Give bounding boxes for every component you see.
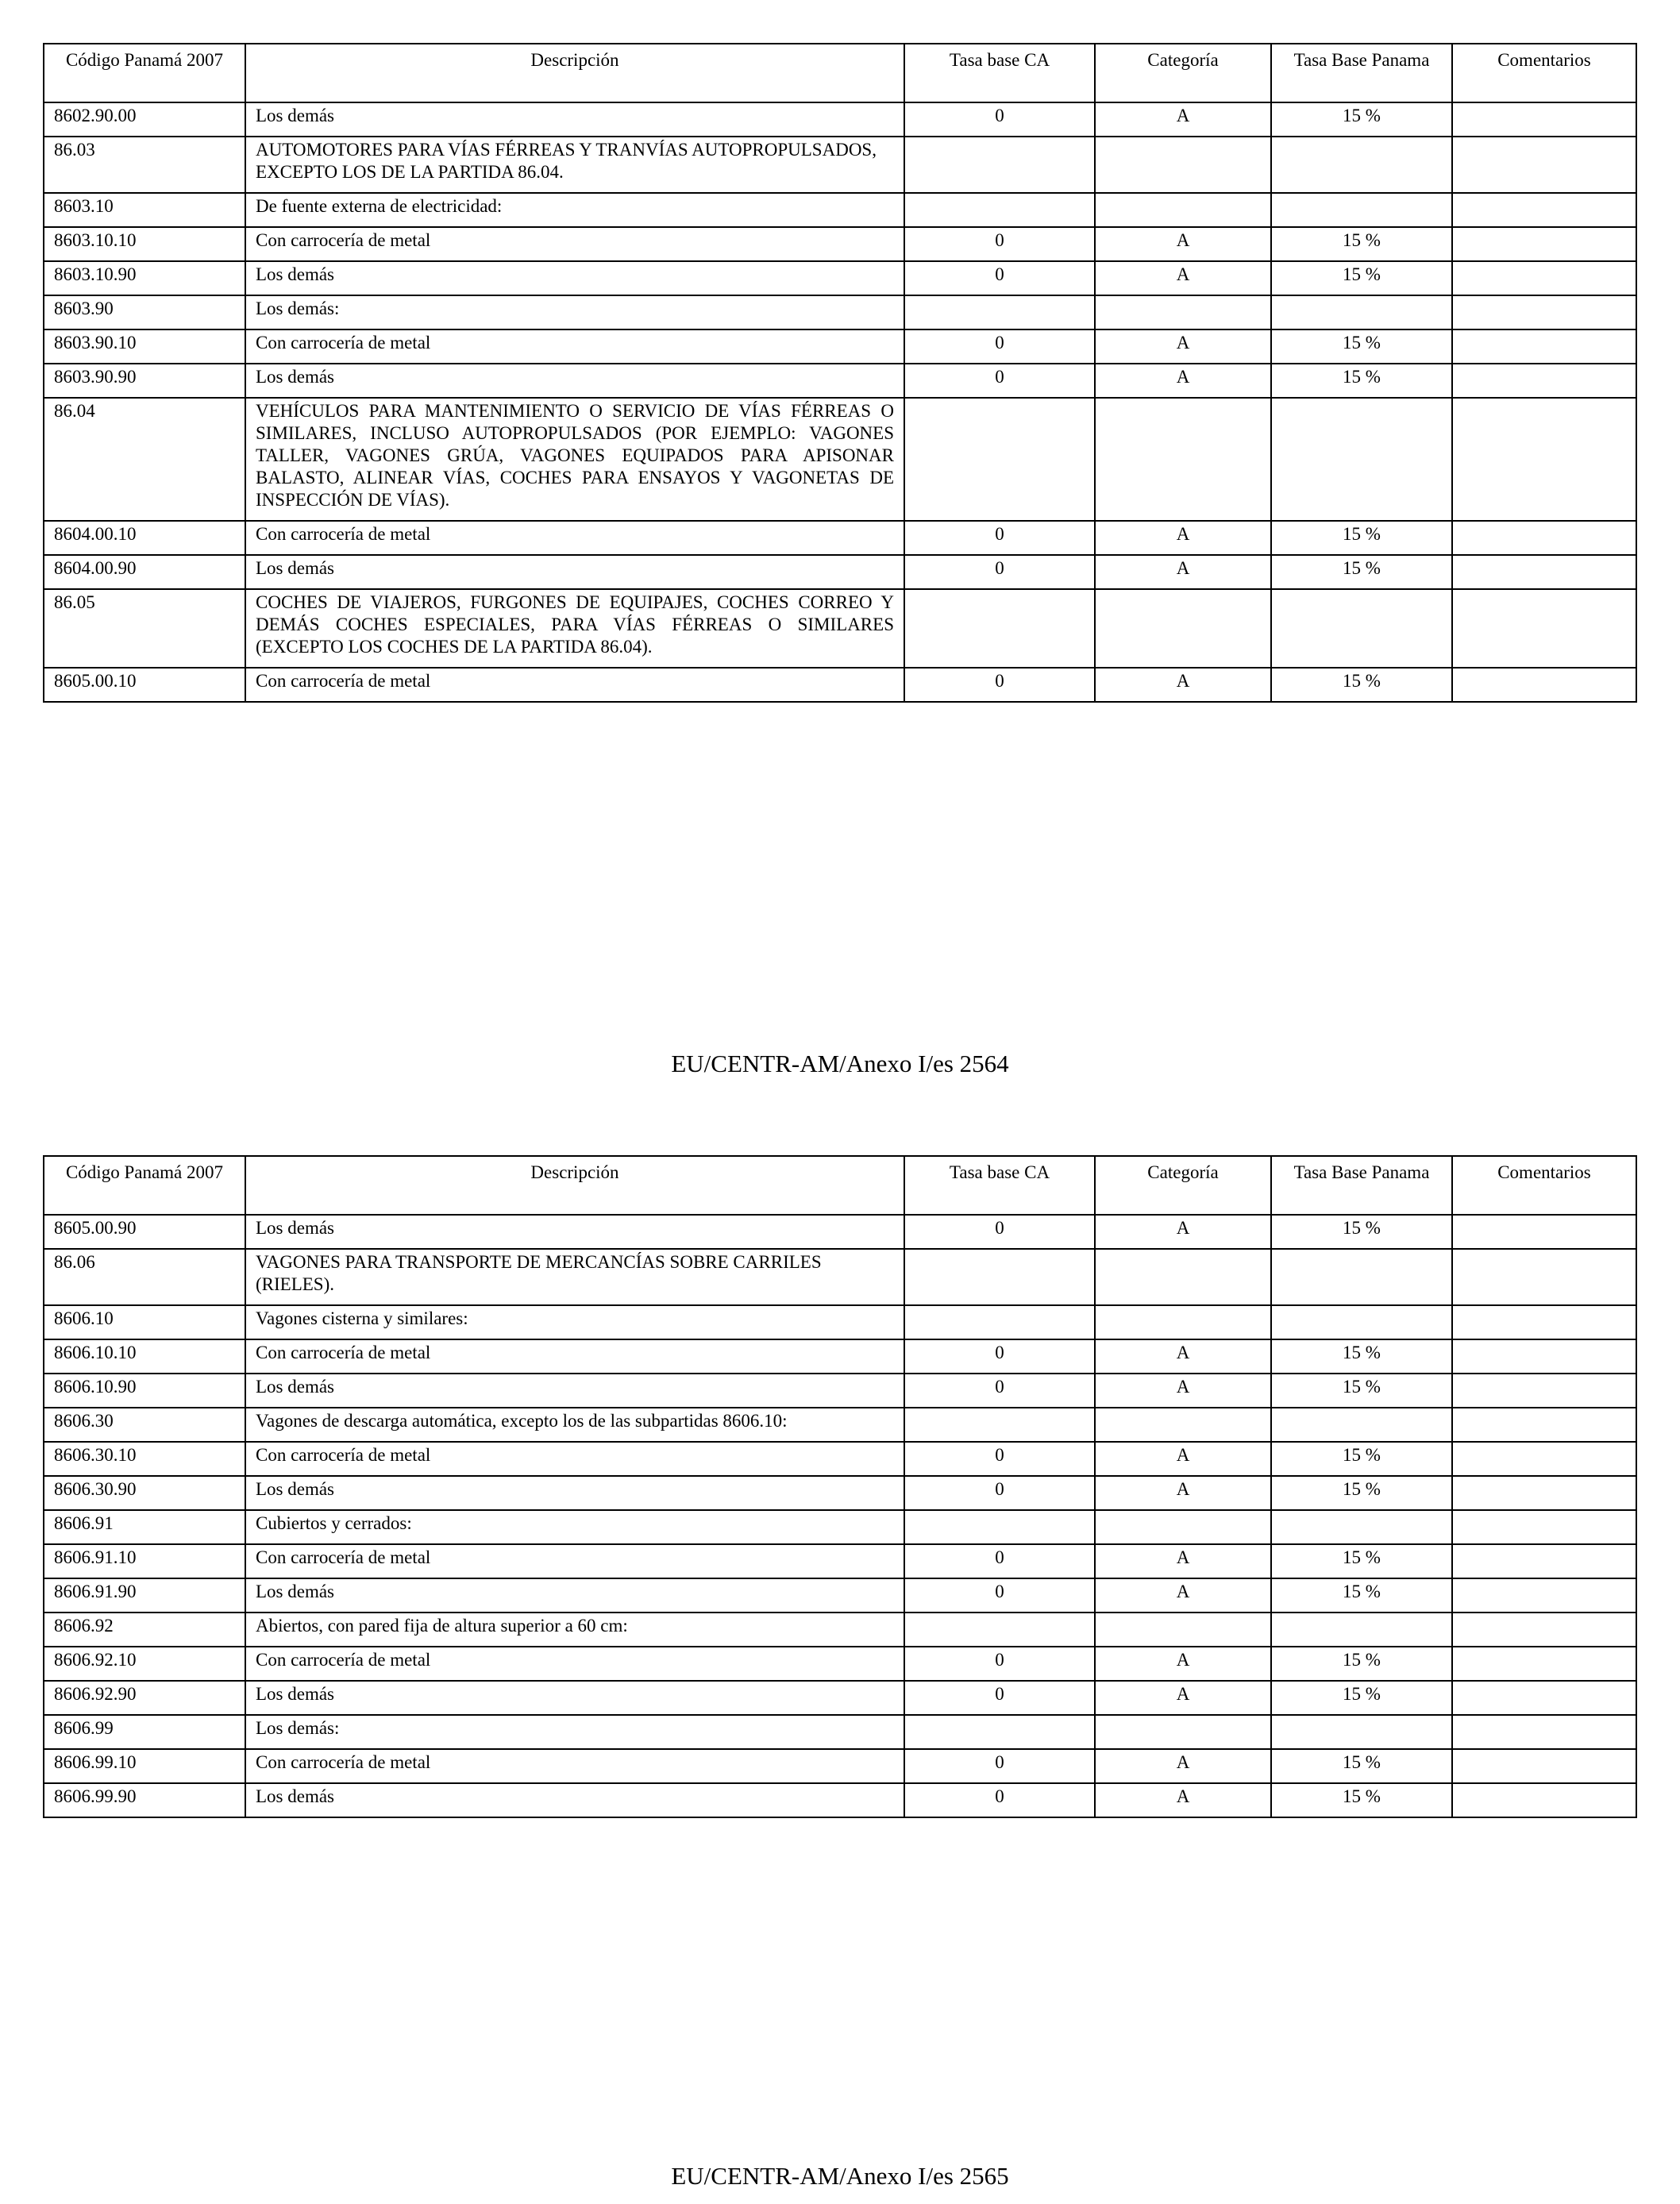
cell-category: A: [1095, 1578, 1271, 1613]
table-row: [44, 668, 1636, 702]
cell-comments: [1452, 1339, 1636, 1374]
cell-description: Los demás: [245, 555, 904, 589]
cell-description: Vagones de descarga automática, excepto los de las subpartidas 8606.10:: [245, 1408, 904, 1442]
cell-rate-ca: [904, 1408, 1095, 1442]
cell-rate-panama: [1271, 1408, 1452, 1442]
table-row: [44, 1215, 1636, 1249]
table-row: [44, 137, 1636, 193]
cell-description: AUTOMOTORES PARA VÍAS FÉRREAS Y TRANVÍAS AUTOPROPULSADOS, EXCEPTO LOS DE LA PARTIDA 86.04.: [245, 137, 904, 193]
table-row: [44, 1613, 1636, 1647]
cell-comments: [1452, 1305, 1636, 1339]
cell-comments: [1452, 1613, 1636, 1647]
cell-description: Los demás: [245, 1215, 904, 1249]
table-row: [44, 193, 1636, 227]
cell-rate-panama: [1271, 398, 1452, 521]
cell-category: [1095, 295, 1271, 329]
cell-category: [1095, 1249, 1271, 1305]
cell-description: Con carrocería de metal: [245, 1544, 904, 1578]
table-row: [44, 329, 1636, 364]
cell-comments: [1452, 521, 1636, 555]
table-row: [44, 555, 1636, 589]
cell-rate-ca: 0: [904, 1749, 1095, 1783]
cell-description: Con carrocería de metal: [245, 668, 904, 702]
cell-rate-panama: [1271, 1249, 1452, 1305]
cell-comments: [1452, 227, 1636, 261]
cell-code: 8603.10.90: [44, 261, 245, 295]
cell-rate-ca: [904, 398, 1095, 521]
cell-description: Los demás: [245, 364, 904, 398]
cell-description: COCHES DE VIAJEROS, FURGONES DE EQUIPAJES, COCHES CORREO Y DEMÁS COCHES ESPECIALES, PARA VÍAS FÉRREAS O SIMILARES (EXCEPTO LOS COCHES DE LA PARTIDA 86.04).: [245, 589, 904, 668]
cell-rate-ca: 0: [904, 1578, 1095, 1613]
cell-category: [1095, 398, 1271, 521]
cell-category: A: [1095, 329, 1271, 364]
cell-category: A: [1095, 1442, 1271, 1476]
cell-category: [1095, 1613, 1271, 1647]
cell-comments: [1452, 668, 1636, 702]
cell-description: Los demás:: [245, 1715, 904, 1749]
cell-rate-ca: 0: [904, 261, 1095, 295]
table-row: [44, 1749, 1636, 1783]
cell-comments: [1452, 1544, 1636, 1578]
cell-description: Los demás: [245, 1578, 904, 1613]
cell-comments: [1452, 1408, 1636, 1442]
table-row: [44, 1715, 1636, 1749]
cell-rate-ca: 0: [904, 1374, 1095, 1408]
cell-comments: [1452, 1681, 1636, 1715]
cell-rate-ca: 0: [904, 1215, 1095, 1249]
cell-code: 8606.30.90: [44, 1476, 245, 1510]
cell-rate-panama: 15 %: [1271, 1442, 1452, 1476]
cell-rate-panama: 15 %: [1271, 1783, 1452, 1817]
cell-code: 8605.00.10: [44, 668, 245, 702]
cell-category: [1095, 137, 1271, 193]
cell-description: Con carrocería de metal: [245, 227, 904, 261]
cell-category: A: [1095, 668, 1271, 702]
cell-rate-ca: [904, 1305, 1095, 1339]
cell-rate-panama: 15 %: [1271, 1578, 1452, 1613]
cell-code: 8604.00.90: [44, 555, 245, 589]
cell-comments: [1452, 1647, 1636, 1681]
cell-rate-ca: [904, 295, 1095, 329]
table-row: [44, 1249, 1636, 1305]
cell-code: 8606.10.10: [44, 1339, 245, 1374]
table-body: [44, 102, 1636, 702]
table-header: [44, 44, 1636, 102]
cell-code: 8606.92.10: [44, 1647, 245, 1681]
cell-category: [1095, 193, 1271, 227]
table-row: [44, 1442, 1636, 1476]
cell-rate-ca: 0: [904, 555, 1095, 589]
cell-rate-panama: 15 %: [1271, 555, 1452, 589]
cell-description: Los demás: [245, 1783, 904, 1817]
cell-category: A: [1095, 227, 1271, 261]
cell-code: 8606.10.90: [44, 1374, 245, 1408]
cell-code: 8606.92.90: [44, 1681, 245, 1715]
cell-rate-ca: [904, 1510, 1095, 1544]
cell-rate-panama: 15 %: [1271, 1749, 1452, 1783]
cell-rate-ca: 0: [904, 1442, 1095, 1476]
cell-comments: [1452, 193, 1636, 227]
cell-code: 8606.10: [44, 1305, 245, 1339]
cell-code: 8603.90: [44, 295, 245, 329]
cell-rate-ca: 0: [904, 1544, 1095, 1578]
cell-category: [1095, 1408, 1271, 1442]
cell-description: Abiertos, con pared fija de altura superior a 60 cm:: [245, 1613, 904, 1647]
cell-rate-panama: 15 %: [1271, 227, 1452, 261]
cell-rate-ca: 0: [904, 364, 1095, 398]
cell-rate-panama: [1271, 589, 1452, 668]
cell-code: 8603.90.10: [44, 329, 245, 364]
cell-code: 86.05: [44, 589, 245, 668]
cell-comments: [1452, 1476, 1636, 1510]
cell-rate-panama: 15 %: [1271, 668, 1452, 702]
cell-description: Con carrocería de metal: [245, 1647, 904, 1681]
cell-category: [1095, 589, 1271, 668]
cell-rate-panama: 15 %: [1271, 102, 1452, 137]
cell-category: A: [1095, 1544, 1271, 1578]
table-row: [44, 1510, 1636, 1544]
cell-comments: [1452, 102, 1636, 137]
cell-description: Con carrocería de metal: [245, 1339, 904, 1374]
cell-code: 8606.91: [44, 1510, 245, 1544]
cell-comments: [1452, 295, 1636, 329]
header-category: Categoría: [1095, 44, 1271, 102]
cell-comments: [1452, 1249, 1636, 1305]
cell-category: A: [1095, 1681, 1271, 1715]
cell-rate-panama: [1271, 295, 1452, 329]
cell-rate-ca: [904, 193, 1095, 227]
cell-rate-panama: 15 %: [1271, 1476, 1452, 1510]
cell-description: Con carrocería de metal: [245, 521, 904, 555]
table-row: [44, 1544, 1636, 1578]
cell-code: 8606.91.90: [44, 1578, 245, 1613]
table-row: [44, 398, 1636, 521]
cell-comments: [1452, 1374, 1636, 1408]
cell-category: A: [1095, 102, 1271, 137]
cell-rate-ca: [904, 1249, 1095, 1305]
header-row: [44, 44, 1636, 102]
cell-description: Los demás: [245, 102, 904, 137]
table-body: [44, 1215, 1636, 1817]
cell-category: [1095, 1715, 1271, 1749]
table-row: [44, 521, 1636, 555]
header-comments: Comentarios: [1452, 1156, 1636, 1215]
cell-rate-panama: [1271, 1305, 1452, 1339]
cell-rate-panama: 15 %: [1271, 261, 1452, 295]
table-header: [44, 1156, 1636, 1215]
cell-comments: [1452, 329, 1636, 364]
cell-category: A: [1095, 1783, 1271, 1817]
cell-category: A: [1095, 364, 1271, 398]
header-code: Código Panamá 2007: [44, 44, 245, 102]
cell-rate-ca: [904, 589, 1095, 668]
cell-rate-ca: 0: [904, 1647, 1095, 1681]
cell-rate-panama: 15 %: [1271, 1374, 1452, 1408]
table-row: [44, 1408, 1636, 1442]
cell-code: 8603.10: [44, 193, 245, 227]
cell-description: Con carrocería de metal: [245, 1442, 904, 1476]
cell-code: 8602.90.00: [44, 102, 245, 137]
table-row: [44, 1578, 1636, 1613]
cell-rate-panama: [1271, 137, 1452, 193]
cell-code: 8606.30.10: [44, 1442, 245, 1476]
cell-rate-ca: 0: [904, 329, 1095, 364]
cell-description: Los demás: [245, 1476, 904, 1510]
cell-code: 8604.00.10: [44, 521, 245, 555]
table-row: [44, 1681, 1636, 1715]
cell-comments: [1452, 1510, 1636, 1544]
cell-comments: [1452, 1715, 1636, 1749]
cell-category: A: [1095, 1749, 1271, 1783]
cell-rate-panama: 15 %: [1271, 521, 1452, 555]
tariff-table-page-2565: [43, 1155, 1637, 1818]
cell-comments: [1452, 555, 1636, 589]
cell-category: [1095, 1510, 1271, 1544]
table-row: [44, 261, 1636, 295]
tariff-table-page-2564: [43, 43, 1637, 703]
cell-rate-ca: 0: [904, 1681, 1095, 1715]
cell-rate-panama: 15 %: [1271, 1681, 1452, 1715]
table-row: [44, 227, 1636, 261]
cell-code: 8606.99: [44, 1715, 245, 1749]
cell-comments: [1452, 1215, 1636, 1249]
cell-code: 8606.99.10: [44, 1749, 245, 1783]
cell-rate-ca: 0: [904, 521, 1095, 555]
page-footer-reference: EU/CENTR-AM/Anexo I/es 2565: [671, 2162, 1009, 2190]
cell-category: [1095, 1305, 1271, 1339]
cell-category: A: [1095, 261, 1271, 295]
cell-description: Los demás: [245, 1681, 904, 1715]
cell-rate-panama: 15 %: [1271, 1544, 1452, 1578]
table-row: [44, 1339, 1636, 1374]
cell-code: 86.06: [44, 1249, 245, 1305]
cell-rate-panama: 15 %: [1271, 329, 1452, 364]
cell-rate-panama: [1271, 193, 1452, 227]
cell-code: 86.03: [44, 137, 245, 193]
header-description: Descripción: [245, 44, 904, 102]
cell-category: A: [1095, 1647, 1271, 1681]
table-row: [44, 364, 1636, 398]
table-row: [44, 295, 1636, 329]
cell-rate-panama: 15 %: [1271, 364, 1452, 398]
cell-description: Los demás: [245, 1374, 904, 1408]
table-row: [44, 1647, 1636, 1681]
cell-rate-ca: 0: [904, 102, 1095, 137]
table-row: [44, 1374, 1636, 1408]
cell-comments: [1452, 137, 1636, 193]
cell-code: 8606.92: [44, 1613, 245, 1647]
header-code: Código Panamá 2007: [44, 1156, 245, 1215]
table-row: [44, 1476, 1636, 1510]
header-comments: Comentarios: [1452, 44, 1636, 102]
cell-category: A: [1095, 1339, 1271, 1374]
cell-description: VAGONES PARA TRANSPORTE DE MERCANCÍAS SOBRE CARRILES (RIELES).: [245, 1249, 904, 1305]
cell-code: 8606.91.10: [44, 1544, 245, 1578]
cell-rate-ca: 0: [904, 227, 1095, 261]
table-row: [44, 102, 1636, 137]
table-row: [44, 1783, 1636, 1817]
cell-category: A: [1095, 1476, 1271, 1510]
cell-description: Los demás:: [245, 295, 904, 329]
cell-comments: [1452, 589, 1636, 668]
cell-code: 86.04: [44, 398, 245, 521]
table-row: [44, 1305, 1636, 1339]
cell-comments: [1452, 1749, 1636, 1783]
cell-code: 8605.00.90: [44, 1215, 245, 1249]
cell-category: A: [1095, 1374, 1271, 1408]
cell-category: A: [1095, 521, 1271, 555]
cell-rate-panama: [1271, 1613, 1452, 1647]
cell-comments: [1452, 398, 1636, 521]
cell-comments: [1452, 364, 1636, 398]
cell-comments: [1452, 261, 1636, 295]
cell-description: VEHÍCULOS PARA MANTENIMIENTO O SERVICIO DE VÍAS FÉRREAS O SIMILARES, INCLUSO AUTOPROPULSADOS (POR EJEMPLO: VAGONES TALLER, VAGONES GRÚA, VAGONES EQUIPADOS PARA APISONAR BALASTO, ALINEAR VÍAS, COCHES PARA ENSAYOS Y VAGONETAS DE INSPECCIÓN DE VÍAS).: [245, 398, 904, 521]
cell-rate-ca: [904, 137, 1095, 193]
header-base-rate-panama: Tasa Base Panama: [1271, 1156, 1452, 1215]
cell-code: 8603.90.90: [44, 364, 245, 398]
cell-description: Con carrocería de metal: [245, 1749, 904, 1783]
header-base-rate-panama: Tasa Base Panama: [1271, 44, 1452, 102]
cell-rate-ca: 0: [904, 1476, 1095, 1510]
cell-rate-ca: [904, 1715, 1095, 1749]
header-base-rate-ca: Tasa base CA: [904, 1156, 1095, 1215]
cell-rate-ca: 0: [904, 1783, 1095, 1817]
header-row: [44, 1156, 1636, 1215]
cell-code: 8603.10.10: [44, 227, 245, 261]
cell-description: Con carrocería de metal: [245, 329, 904, 364]
cell-rate-ca: 0: [904, 668, 1095, 702]
cell-rate-ca: [904, 1613, 1095, 1647]
header-description: Descripción: [245, 1156, 904, 1215]
cell-rate-panama: 15 %: [1271, 1647, 1452, 1681]
cell-description: De fuente externa de electricidad:: [245, 193, 904, 227]
cell-comments: [1452, 1783, 1636, 1817]
cell-rate-panama: [1271, 1715, 1452, 1749]
header-base-rate-ca: Tasa base CA: [904, 44, 1095, 102]
cell-description: Vagones cisterna y similares:: [245, 1305, 904, 1339]
cell-rate-panama: 15 %: [1271, 1339, 1452, 1374]
cell-category: A: [1095, 1215, 1271, 1249]
cell-comments: [1452, 1578, 1636, 1613]
cell-comments: [1452, 1442, 1636, 1476]
cell-description: Cubiertos y cerrados:: [245, 1510, 904, 1544]
table-row: [44, 589, 1636, 668]
cell-category: A: [1095, 555, 1271, 589]
page-footer-reference: EU/CENTR-AM/Anexo I/es 2564: [671, 1050, 1009, 1077]
cell-code: 8606.99.90: [44, 1783, 245, 1817]
cell-rate-ca: 0: [904, 1339, 1095, 1374]
cell-description: Los demás: [245, 261, 904, 295]
header-category: Categoría: [1095, 1156, 1271, 1215]
cell-code: 8606.30: [44, 1408, 245, 1442]
cell-rate-panama: [1271, 1510, 1452, 1544]
cell-rate-panama: 15 %: [1271, 1215, 1452, 1249]
